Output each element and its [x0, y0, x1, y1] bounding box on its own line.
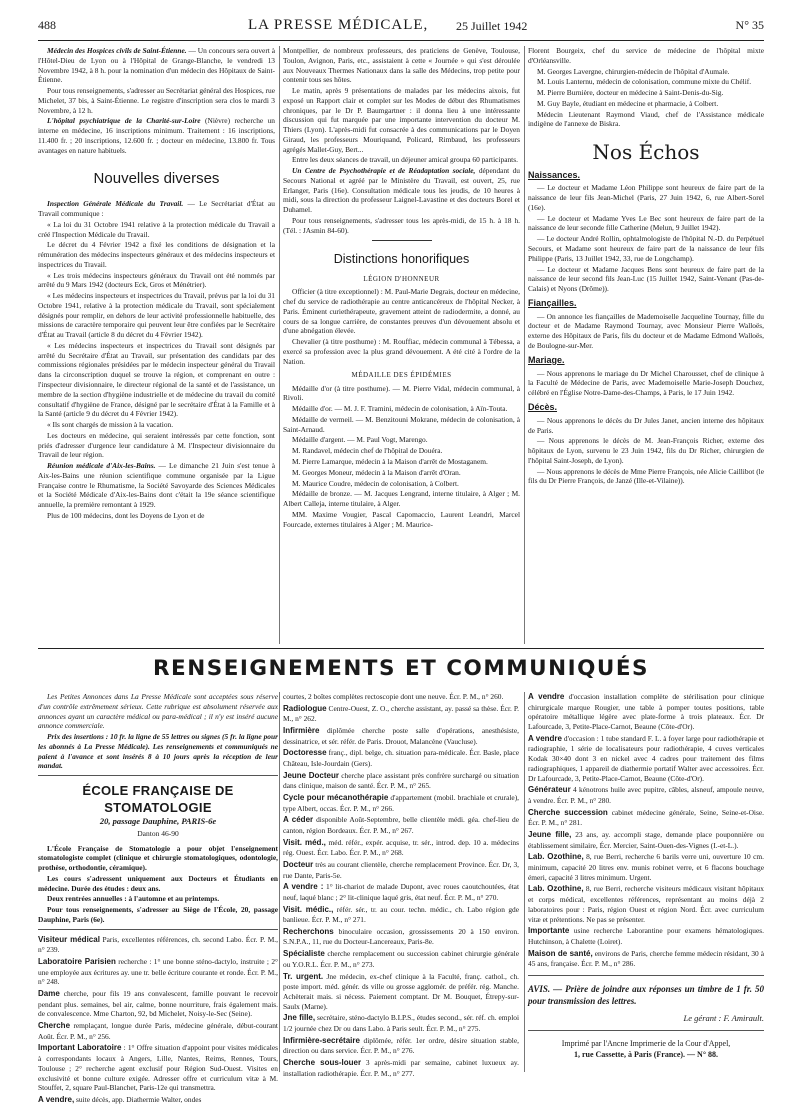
- article-text: — Nous apprenons le décès de M. Jean-François Richer, externe des hôpitaux de Lyon, survenu le 23 Juin 1942, fils du Dr Richer, chirurgien de l'hôpital Saint-Joseph, de Lyon).: [528, 436, 764, 465]
- article-text: — Le docteur et Madame Jacques Bens sont heureux de faire part de la naissance de leur second fils Jean-Luc (15 Juillet 1942, Saint-Venant (Pas-de-Calais) et Nyons (Drôme)).: [528, 264, 764, 294]
- article-text: M. Pierre Burnière, docteur en médecine à Saint-Denis-du-Sig.: [537, 88, 724, 98]
- section-title-echos: Nos Échos: [592, 140, 700, 165]
- ad-keyword: A vendre :: [283, 882, 324, 892]
- ecole-text: Pour tous renseignements, s'adresser au Siège de l'École, 20, passage Dauphine, Paris (6e).: [38, 905, 278, 924]
- ad-keyword: A vendre: [528, 692, 565, 701]
- printer-line: Imprimé par l'Ancne Imprimerie de la Cour d'Appel,: [561, 1038, 731, 1048]
- ad-text: d'appartement (mobil. brachiale et crurale), type Albert, occas. Écr. P. M., n° 266.: [283, 793, 520, 813]
- ad-text: disponible Août-Septembre, belle clientèle médi. géa. chef-lieu de canton, région Bordeaux. Écr. P. M., n° 267.: [283, 815, 519, 835]
- article-text: « Les trois médecins inspecteurs généraux du Travail ont été nommés par arrêté du 9 Mars 1942 (docteurs Eck, Gros et Ménétrier).: [38, 270, 275, 290]
- article-text: Le décret du 4 Février 1942 a fixé les conditions de désignation et la rémunération des médecins inspecteurs généraux et des médecins inspecteurs et inspectrices du Travail.: [38, 240, 275, 269]
- classified-ad: [528, 692, 764, 732]
- article-text: Médaille de vermeil. — M. Benzitouni Mokrane, médecin de colonisation, à Saint-Arnaud.: [283, 414, 520, 434]
- ad-text: courtes, 2 boîtes complètes rectoscopie dont une neuve. Écr. P. M., n° 260.: [283, 692, 504, 701]
- ad-keyword: Radiologue: [283, 703, 327, 713]
- article-text: — Le dimanche 21 Juin s'est tenue à Aix-les-Bains une réunion scientifique commune organisée par la Ligue Française contre le Rhumatisme, la Société Savoyarde des Sciences Médicales et la Société Médicale d'Aix-les-Bains dont c'était la 19e séance scientifique annuelle, la première remontant à 1929.: [38, 461, 275, 510]
- ad-keyword: Visit. médic.,: [283, 904, 334, 914]
- article-text: Pour tous renseignements, s'adresser tous les après-midi, de 15 h. à 18 h. (Tél. : JAsmin 84-60).: [283, 216, 520, 235]
- ad-text: 23 ans, ay. accompli stage, demande place pouponnière ou établissement similaire, Écr. Mercier, Saint-Ouen-des-Vignes (I.-et-L.).: [528, 830, 764, 850]
- ad-text: Centre-Ouest, Z. O., cherche assistant, ay. passé sa thèse. Écr. P. M., n° 262.: [283, 703, 519, 724]
- section-rule: [38, 648, 764, 649]
- ad-text: environs de Paris, cherche femme médecin résidant, 30 à 45 ans, française. Écr. P. M., n° 286.: [528, 948, 764, 969]
- ad-keyword: A vendre: [528, 733, 562, 743]
- ad-keyword: A vendre,: [38, 1095, 75, 1105]
- subsection-title: Mariage.: [528, 354, 565, 365]
- article-text: Officier (à titre exceptionnel) : M. Paul-Marie Degrais, docteur en médecine, chef du service de radiothérapie au centre anticancéreux de l'hôpital Necker, à Paris. Éminent curiethérapeute, gravement atteint de radiodermite, a donné, au cours de sa longue carrière, de constantes preuves d'un dévouement absolu et d'une abnégation élevée.: [283, 287, 520, 336]
- classified-ad: [283, 838, 519, 858]
- ad-keyword: Tr. urgent.: [283, 971, 324, 981]
- ads-column-3: [528, 692, 764, 1072]
- issue-date: 25 Juillet 1942: [456, 19, 528, 33]
- classified-ad: [38, 1021, 278, 1041]
- ecole-address: 20, passage Dauphine, PARIS-6e: [99, 816, 217, 827]
- ad-text: référ. sér., tr. au cour. techn. médic., ch. Labo région gde banlieue. Écr. P. M., n° 271.: [283, 904, 519, 925]
- article-text: Plus de 100 médecins, dont les Doyens de Lyon et de: [47, 510, 205, 520]
- classified-ad: [283, 927, 519, 947]
- ad-text: binoculaire occasion, grossissements 20 à 150 environ. S.N.P.A., 11, rue du Docteur-Lancereaux, Paris-8e.: [283, 926, 519, 947]
- ad-keyword: Docteur: [283, 859, 314, 869]
- divider: [38, 775, 278, 776]
- classified-ad: [283, 726, 519, 746]
- ad-text: cherche remplacement ou succession cabinet chirurgie générale ou Y.O.R.L. Écr. P. M., n° 273.: [283, 949, 519, 969]
- classified-ad: [528, 808, 764, 828]
- ad-keyword: Importante: [528, 926, 570, 936]
- classified-ad: [38, 1043, 278, 1093]
- ad-keyword: Cherche: [38, 1021, 71, 1031]
- article-text: — On annonce les fiançailles de Mademoiselle Jacqueline Tournay, fille du docteur et de Madame Raymond Tournay, avec Monsieur Pierre Walloës, externe des Hôpitaux de Paris, fils du docteur et de Madame Edmond Walloës, de Boulogne-sur-Mer.: [528, 311, 764, 350]
- classified-ad: [283, 793, 519, 813]
- ads-list: [283, 692, 519, 1078]
- ad-text: franç., dipl. belge, ch. situation para-médicale. Écr. Basle, place Château, Isle-Jourdain (Gers).: [283, 748, 519, 768]
- renseignements-title: RENSEIGNEMENTS ET COMMUNIQUÉS: [153, 656, 649, 681]
- divider: [38, 929, 278, 930]
- article-text: — Le docteur et Madame Yves Le Bec sont heureux de faire part de la naissance de leur seconde fille Catherine (Melun, 9 Juillet 1942).: [528, 213, 764, 233]
- article-text: « Ils sont chargés de mission à la vacation.: [47, 420, 174, 430]
- ad-keyword: Cycle pour mécanothérapie: [283, 793, 389, 803]
- article-text: Médaille d'argent. — M. Paul Vogt, Marengo.: [292, 435, 428, 445]
- article-text: M. Pierre Lamarque, médecin à la Maison d'arrêt de Mostaganem.: [292, 457, 488, 466]
- ad-keyword: Maison de santé,: [528, 948, 593, 958]
- column-divider: [524, 692, 525, 1072]
- ads-intro: Les Petites Annonces dans La Presse Médicale sont acceptées sous réserve d'un contrôle extrêmement sérieux. Cette rubrique est absolument réservée aux annonces ayant un caractère médical ou para-médical ; il n'y est inséré aucune annonce commerciale.: [38, 692, 278, 731]
- ad-keyword: Important Laboratoire: [38, 1043, 122, 1053]
- ad-keyword: Infirmière: [283, 726, 320, 736]
- column-1: [38, 46, 275, 644]
- ad-keyword: Laboratoire Parisien: [38, 956, 116, 966]
- ecole-text: L'École Française de Stomatologie a pour objet l'enseignement stomatologiste complet (clinique et chirurgie stomatologiques, odontologie, prothèse, orthodontie, céramique).: [38, 843, 278, 873]
- article-text: — Le docteur et Madame Léon Philippe sont heureux de faire part de la naissance de leur fils Jean-Michel (Paris, 27 Juin 1942, 6, rue Albert-Sorel (16e).: [528, 183, 764, 212]
- article-text: — Un concours sera ouvert à l'Hôtel-Dieu de Lyon ou à l'Hôpital de Grange-Blanche, le vendredi 13 Novembre 1942, à 8 h. pour la nomination d'un médecin des Hôpitaux de Saint-Étienne.: [38, 46, 275, 85]
- classified-ad: [528, 734, 764, 784]
- classified-ad: [283, 860, 519, 880]
- printer-line: 1, rue Cassette, à Paris (France). — N° 88.: [573, 1050, 719, 1060]
- ad-text: cherche, pour fils 19 ans convalescent, famille pouvant le recevoir pendant plus. semaines, bel air, calme, bonne nourriture, frais également mais. de convalescence. Mme Charton, 92, bd Michelet, Noisy-le-Sec (Seine).: [38, 989, 278, 1019]
- column-2: [283, 46, 520, 644]
- article-text: « Les médecins inspecteurs et inspectrices du Travail sont désignés par arrêté du Secrétaire d'État au Travail, sur présentation des candidats par des commissions régionales présidées par le médecin inspecteur général du Travail dans la circonscription duquel se trouve la région, et comprenant en outre : l'inspecteur divisionnaire, le directeur régional de la santé et de l'assistance, un membre de la section d'hygiène industrielle et de médecine du travail du comité consultatif d'hygiène de France, désigné par le secrétaire d'État à la Famille et à la Santé (article 9 du décret du 4 Février 1942).: [38, 340, 275, 419]
- ad-text: très au courant clientèle, cherche remplacement Province. Écr. Dr, 3, rue Dante, Paris-5e.: [283, 859, 519, 880]
- article-text: Médecin Lieutenant Raymond Viaud, chef de l'Assistance médicale indigène de l'annexe de Biskra.: [528, 109, 764, 129]
- article-text: MM. Maxime Vougier, Pascal Capomaccio, Laurent Leandri, Marcel Fourcade, externes titulaires à Alger ; M. Maurice-: [283, 509, 520, 529]
- classified-ad: [283, 1058, 519, 1078]
- ad-keyword: Jeune fille,: [528, 830, 572, 840]
- ad-text: suite décès, app. Diathermie Walter, ondes: [76, 1095, 202, 1105]
- article-heading: Un Centre de Psychothérapie et de Réadaptation sociale,: [292, 166, 476, 176]
- classified-ad: [528, 785, 764, 805]
- classified-ad: [38, 989, 278, 1019]
- subsection-title: MÉDAILLE DES ÉPIDÉMIES: [351, 371, 452, 380]
- ad-keyword: Générateur: [528, 785, 571, 795]
- classified-ad: [283, 949, 519, 969]
- ad-keyword: Jeune Docteur: [283, 770, 339, 780]
- ad-keyword: Recherchons: [283, 926, 334, 936]
- column-divider: [524, 46, 525, 644]
- ad-text: 4 kénotrons huile avec pupitre, câbles, alsneuf, ampoule neuve, à vendre. Écr. P. M., n° 280.: [528, 785, 764, 805]
- article-text: Médaille d'or (à titre posthume). — M. Pierre Vidal, médecin communal, à Rivoli.: [283, 383, 520, 403]
- ad-text: diplômée cherche poste salle d'opérations, anesthésiste, dessinatrice, et sér. référ. de Paris. Drouot, Malancène (Vaucluse).: [283, 726, 519, 746]
- article-text: M. Georges Moneur, médecin à la Maison d'arrêt d'Oran.: [292, 467, 461, 477]
- divider: [528, 1030, 764, 1031]
- article-heading: Médecin des Hospices civils de Saint-Étienne.: [47, 46, 187, 55]
- ad-text: méd. référ., expér. acquise, tr. sér., introd. dep. 10 a. médecins rég. Ouest. Écr. Labo. Écr. P. M., n° 268.: [283, 837, 519, 858]
- ad-text: secrétaire, sténo-dactylo B.I.P.S., études second., sér. réf. ch. emploi 1/2 journée chez Dr ou dans Labo. à Paris seult. Écr. P. M., n° 275.: [283, 1013, 519, 1033]
- classified-ad: [283, 704, 519, 724]
- classified-ad: [528, 926, 764, 946]
- classified-ad: [283, 748, 519, 768]
- ads-pricing: Prix des insertions : 10 fr. la ligne de 55 lettres ou signes (5 fr. la ligne pour les abonnés à La Presse Médicale). Les renseignements et communiqués ne paient à l'avance et sont insérés 8 à 10 jours après la réception de leur mandat.: [38, 732, 278, 771]
- issue-number: N° 35: [735, 18, 764, 32]
- ad-keyword: Infirmière-secrétaire: [283, 1035, 360, 1045]
- classified-ad: [283, 972, 519, 1012]
- page-number: 488: [38, 18, 56, 32]
- classified-ad: [528, 852, 764, 882]
- ad-text: 1° lit-chariot de malade Dupont, avec roues caoutchoutées, état neuf, laqué blanc ; 2° lit-clinique laqué gris, état neuf. Écr. P. M., n° 270.: [283, 882, 519, 902]
- column-divider: [279, 46, 280, 644]
- ad-keyword: Dame: [38, 989, 60, 999]
- article-heading: Inspection Générale Médicale du Travail.: [47, 199, 184, 209]
- classified-ad: [283, 771, 519, 791]
- ad-keyword: Lab. Ozothine,: [528, 884, 584, 894]
- classified-ad: [283, 1036, 519, 1056]
- article-text: Le matin, après 9 présentations de malades par les médecins aixois, fut exposé un Rapport clair et complet sur les Modes de début des Rhumatismes chroniques, par le Dr P. Baumgartner : il donna lieu à une intéressante discussion qui fut marquée par une importante intervention du docteur M. Thiers (Lyon). L'après-midi fut consacrée à des communications par le Doyen Giraud, les professeurs Mouriquand, Policard, Rimbaud, les professeurs agrégés Mallet-Guy, Bert...: [283, 86, 520, 154]
- ad-text: cherche place assistant près confrère surchargé ou situation dans clinique, maison de santé. Écr. P. M., n° 265.: [283, 770, 519, 791]
- header-rule: [38, 40, 764, 41]
- article-text: « Les médecins inspecteurs et inspectrices du Travail, prévus par la loi du 31 Octobre 1941, relative à la protection médicale du Travail, sont spécialement désignés pour remplir, en dehors de leur activité professionnelle habituelle, des missions de caractère temporaire qui peuvent leur être confiées par le Secrétaire d'État au Travail (article 8 du décret du 4 Février 1942).: [38, 291, 275, 340]
- ads-column-1: [38, 692, 279, 1105]
- article-text: M. Maurice Coudre, médecin de colonisation, à Colbert.: [292, 478, 459, 488]
- ecole-phone: Danton 46-90: [137, 828, 179, 838]
- ad-keyword: A céder: [283, 815, 314, 825]
- article-text: Montpellier, de nombreux professeurs, des praticiens de Genève, Toulouse, Toulon, Avignon, Paris, etc., assistaient à cette « Journée » qui s'est déroulée aux Nouveaux Thermes Nationaux dans la salle des Médecins, trop petite pour contenir tous ses hôtes.: [283, 46, 520, 85]
- ecole-text: Les cours s'adressent uniquement aux Docteurs et Étudiants en médecine. Durée des études : deux ans.: [38, 873, 278, 893]
- article-text: Médaille d'or. — M. J. F. Tramini, médecin de colonisation, à Aïn-Touta.: [292, 404, 508, 414]
- ad-keyword: Spécialiste: [283, 949, 325, 959]
- subsection-title: LÉGION D'HONNEUR: [363, 275, 440, 284]
- avis-notice: AVIS. — Prière de joindre aux réponses un timbre de 1 fr. 50 pour transmission des lettres.: [528, 983, 764, 1006]
- ad-text: : 1° Offre situation d'appoint pour visites médicales à correspondants locaux à Angers, Lille, Nantes, Reims, Rennes, Tours, Toulouse ; 2° recherche agent exclusif pour Région Sud-Ouest. Visites en exclusivité et bonne culture exigée. Adresser offre et curriculum vitæ à M. Stouffet, 2, square Paul-Blanchet, Paris-12e qui transmettra.: [38, 1043, 278, 1093]
- column-3: [528, 46, 764, 644]
- subsection-title: Décès.: [528, 401, 558, 412]
- ad-text: remplaçant, longue durée Paris, médecine générale, début-courant Août. Écr. P. M., n° 256.: [38, 1021, 278, 1041]
- ads-list: [38, 935, 278, 1106]
- ad-keyword: Jne fille,: [283, 1013, 316, 1023]
- classified-ad: [283, 692, 519, 702]
- classified-ad: [283, 815, 519, 835]
- article-text: M. Randavel, médecin chef de l'hôpital de Douéra.: [292, 446, 443, 456]
- article-text: Les docteurs en médecine, qui seraient intéressés par cette fonction, sont priés d'adresser d'urgence leur candidature à M. l'Inspecteur divisionnaire du Travail de leur région.: [38, 430, 275, 460]
- classified-ad: [283, 1013, 519, 1033]
- article-text: M. Louis Lanternu, médecin de colonisation, commune mixte du Chélif.: [537, 77, 752, 87]
- section-title-distinctions: Distinctions honorifiques: [333, 251, 470, 266]
- classified-ad: [528, 949, 764, 969]
- ad-text: diplômée, référ. 1er ordre, désire situation stable, direction ou dans service. Écr. P. M., n° 276.: [283, 1035, 519, 1056]
- column-divider: [279, 692, 280, 1072]
- ad-keyword: Visiteur médical: [38, 934, 100, 944]
- ad-keyword: Doctoresse: [283, 748, 327, 758]
- ads-list: [528, 692, 764, 969]
- article-text: Florent Bourgeix, chef du service de médecine de l'hôpital mixte d'Orléansville.: [528, 46, 764, 65]
- ad-text: 8, rue Berri, recherche visiteurs médicaux visitant hôpitaux et corps médical, excellentes références, représentant au moins déjà 2 laboratoires pour : Paris, région Ouest et région Nord. Écr. avec curriculum vitæ et prétentions. Ne pas se présenter.: [528, 884, 765, 924]
- classified-ad: [38, 1095, 278, 1106]
- ad-text: cabinet médecine générale, Seine, Seine-et-Oise. Écr. P. M., n° 281.: [528, 807, 764, 828]
- article-text: M. Georges Lavergne, chirurgien-médecin de l'hôpital d'Aumale.: [537, 66, 730, 76]
- ad-text: 8, rue Berri, recherche 6 barils verre uni, ouverture 10 cm. minimum, capacité 20 litres env. munis robinet verre, et 6 flacons bouchage émeri, capacité 3 litres minimum. Urgent.: [528, 852, 764, 882]
- classified-ad: [38, 935, 278, 955]
- article-text: Médaille de bronze. — M. Jacques Lengrand, interne titulaire, à Alger ; M. Albert Calleja, interne titulaire, à Alger.: [283, 489, 520, 509]
- article-text: — Nous apprenons le décès du Dr Jules Janet, ancien interne des hôpitaux de Paris.: [528, 415, 764, 435]
- ads-column-2: [283, 692, 520, 1078]
- divider: [528, 975, 764, 976]
- gerant-line: Le gérant : F. Amirault.: [683, 1012, 764, 1023]
- article-text: Pour tous renseignements, s'adresser au Secrétariat général des Hospices, rue Michelet, 37 bis, à Saint-Étienne. Le registre d'inscription sera clos le mardi 3 Novembre, à 12 h.: [38, 86, 275, 115]
- article-heading: Réunion médicale d'Aix-les-Bains.: [47, 461, 156, 471]
- page-header: [38, 16, 764, 38]
- classified-ad: [38, 957, 278, 987]
- classified-ad: [283, 882, 519, 902]
- ad-keyword: Cherche sous-louer: [283, 1057, 362, 1067]
- ad-text: 3 après-midi par semaine, cabinet luxueux ay. installation radiothérapie. Écr. P. M., n° 277.: [283, 1057, 519, 1078]
- article-text: Entre les deux séances de travail, un déjeuner amical groupa 60 participants.: [292, 155, 518, 165]
- ad-keyword: Cherche succession: [528, 807, 608, 817]
- article-text: dépendant du Secours National et agréé par le Ministère du Travail, est ouvert, 25, rue Erlanger, Paris (16e). Consultation médicale tous les jeudis, de 10 heures à midi, sous la direction du professeur Laignel-Lavastine et des docteurs Borel et Duhamel.: [283, 166, 521, 215]
- classified-ad: [283, 905, 519, 925]
- article-text: Chevalier (à titre posthume) : M. Rouffiac, médecin communal à Tébessa, a exercé sa profession avec la plus grand dévouement. A été cité à l'ordre de la Nation.: [283, 337, 520, 366]
- ecole-text: Deux rentrées annuelles : à l'automne et au printemps.: [47, 894, 220, 904]
- ad-text: d'occasion installation complète de stérilisation pour clinique chirurgicale marque Rougier, une table à pomper toutes positions, table opératoire métallique légère avec plate-forme à trois plateaux. Écr. Dr Lafourcade, 3, Petite-Place-Carnot, Beaune (Côte-d'Or).: [528, 692, 764, 732]
- journal-title: LA PRESSE MÉDICALE,: [248, 17, 429, 33]
- ad-text: d'occasion : 1 tube standard F. L. à foyer large pour radiothérapie et radiographie, 1 série de localisateurs pour radiothérapie, 4 cuves verticales Kodak 30×40 dont 3 en nickel avec 4 cadres pour traitement des films radiographiques, 1 appareil de diathermie portatif Walter avec accessoires. Écr. Dr Lafourcade, 3, Petite-Place-Carnot, Beaune (Côte-d'Or).: [528, 733, 764, 783]
- article-text: — Nous apprenons le décès de Mme Pierre François, née Alicie Caillibot (le fils du Dr Pierre François, de Janzé (Ille-et-Vilaine)).: [528, 466, 764, 486]
- ad-text: Paris, excellentes références, ch. second Labo. Écr. P. M., n° 239.: [38, 934, 279, 955]
- article-text: « La loi du 31 Octobre 1941 relative à la protection médicale du Travail a créé l'Inspection Médicale du Travail.: [38, 219, 275, 239]
- divider: [372, 240, 432, 241]
- classified-ad: [528, 884, 764, 924]
- classified-ad: [528, 830, 764, 850]
- ad-text: Jne médecin, ex-chef clinique à la Faculté, franç. cathol., ch. poste import. méd. génér. ds ville ou grosse agglomér. de préfér. rég. Manche. Achèterait mais. si nécess. Paiement comptant. Dr M. Bouquet, Étrepy-sur-Saulx (Marne).: [283, 971, 519, 1011]
- ecole-title: ÉCOLE FRANÇAISE DE STOMATOLOGIE: [82, 783, 234, 816]
- article-text: M. Guy Bayle, étudiant en médecine et pharmacie, à Colbert.: [537, 98, 719, 108]
- article-text: — Le Secrétariat d'État au Travail communique :: [38, 199, 275, 218]
- article-text: — Nous apprenons le mariage du Dr Michel Charousset, chef de clinique à la Faculté de Médecine de Paris, avec Mademoiselle Marie-Joseph Douchez, célébré en l'Église Notre-Dame-des-Champs, à Paris, le 17 Juin 1942.: [528, 368, 764, 398]
- article-text: — Le docteur André Rollin, ophtalmologiste de l'hôpital N.-D. du Perpétuel Secours, et Madame sont heureux de faire part de la naissance de leur fils Philippe (Paris, 13 Juillet 1942, 33, rue de Longchamp).: [528, 234, 764, 263]
- section-title-nouvelles: Nouvelles diverses: [93, 170, 220, 188]
- subsection-title: Naissances.: [528, 169, 581, 180]
- ad-keyword: Visit. méd.,: [283, 837, 326, 847]
- article-heading: L'hôpital psychiatrique de la Charité-sur-Loire: [47, 116, 201, 126]
- article-text: (Nièvre) recherche un interne en médecine, 16 inscriptions minimum. Traitement : 16 inscriptions, 11.400 fr. ; 20 inscriptions, 12.600 fr. ; docteur en médecine, 13.800 fr. Tous avantages en nature habituels.: [38, 116, 275, 155]
- subsection-title: Fiançailles.: [528, 297, 577, 308]
- ad-text: recherche : 1° une bonne sténo-dactylo, instruite ; 2° une employée aux écritures ay. une tr. belle écriture courante et ronde. Écr. P. M., n° 248.: [38, 956, 278, 987]
- ad-text: usine recherche Laborantine pour examens hématologiques. Hutchinson, à Chalette (Loiret).: [528, 926, 764, 946]
- ad-keyword: Lab. Ozothine,: [528, 852, 584, 862]
